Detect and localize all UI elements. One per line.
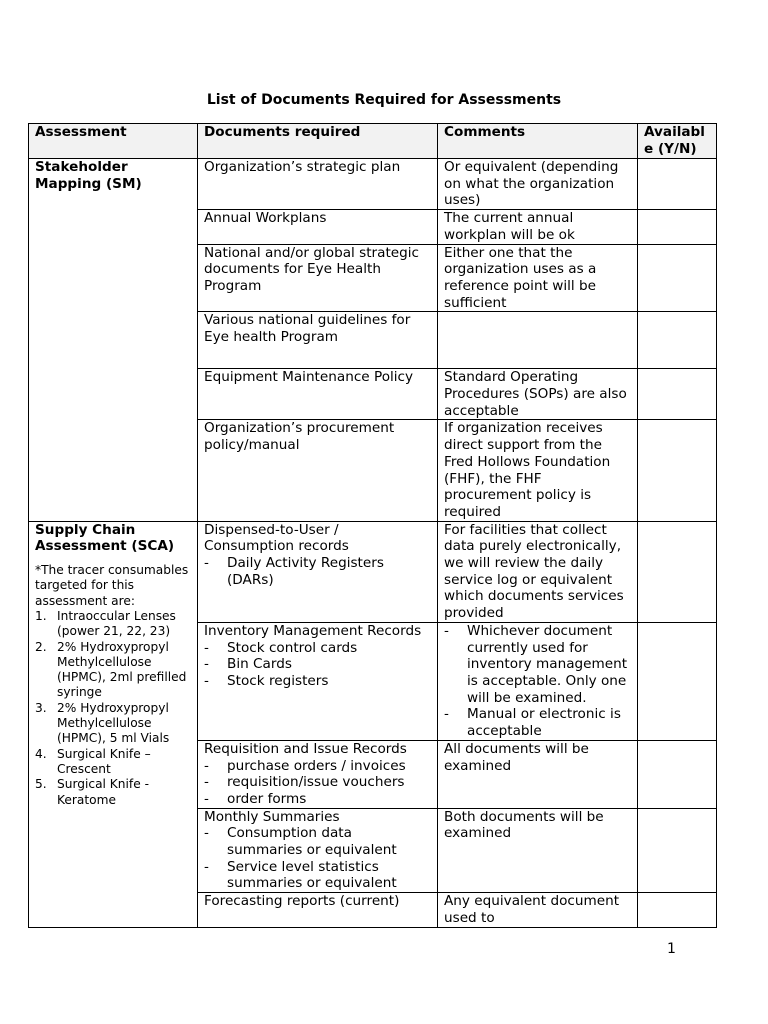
header-documents-required: Documents required [198,124,438,159]
list-item: 4. Surgical Knife – Crescent [35,746,151,776]
header-comments: Comments [438,124,638,159]
documents-table [28,123,717,928]
list-item: - order forms [204,791,431,808]
comment-cell: Any equivalent document used to [438,893,638,927]
assessment-label: Supply Chain Assessment (SCA) [35,521,175,555]
comment-cell [438,312,638,369]
page-number: 1 [667,941,676,957]
list-item: - purchase orders / invoices [204,758,431,775]
available-cell[interactable] [638,740,717,808]
list-item: - Stock registers [204,673,431,690]
available-cell[interactable] [638,893,717,927]
document-subitems [204,640,431,690]
assessment-label: Stakeholder Mapping (SM) [35,159,142,192]
available-cell[interactable] [638,244,717,312]
list-item: - Consumption data summaries or equivalent [204,825,431,858]
tracer-list [35,609,191,808]
tracer-note [35,563,191,808]
comment-cell: Both documents will be examined [438,808,638,893]
document-cell: Forecasting reports (current) [198,893,438,927]
assessment-cell-sca [29,521,198,927]
list-item: 1. Intraoccular Lenses (power 21, 22, 23) [35,608,176,639]
document-heading: Dispensed-to-User / Consumption records [204,521,349,555]
list-item: - requisition/issue vouchers [204,774,431,791]
document-title: List of Documents Required for Assessments [206,92,562,108]
comment-cell [438,622,638,740]
tracer-intro: *The tracer consumables targeted for this assessment are: [35,563,189,608]
document-heading: Requisition and Issue Records [204,740,407,757]
table-row [29,159,717,210]
comment-cell: If organization receives direct support from the Fred Hollows Foundation (FHF), the FHF procurement policy is required [438,420,638,521]
available-cell[interactable] [638,420,717,521]
comment-cell: Standard Operating Procedures (SOPs) are also acceptable [438,369,638,420]
comment-cell: For facilities that collect data purely electronically, we will review the daily service log or equivalent which documents services provided [438,521,638,622]
list-item: - Manual or electronic is acceptable [444,706,631,739]
document-cell: Organization’s strategic plan [198,159,438,210]
document-cell [198,521,438,622]
assessment-cell-sm [29,159,198,522]
available-cell[interactable] [638,369,717,420]
list-item: - Whichever document currently used for inventory management is acceptable. Only one will be examined. [444,623,631,707]
available-cell[interactable] [638,521,717,622]
document-cell: National and/or global strategic documents for Eye Health Program [198,244,438,312]
document-cell [198,808,438,893]
header-available: Availabl e (Y/N) [638,124,717,159]
list-item: 5. Surgical Knife - Keratome [35,777,149,807]
comment-cell: The current annual workplan will be ok [438,210,638,244]
document-subitems [204,758,431,808]
table-row [29,521,717,622]
document-heading: Inventory Management Records [204,622,422,639]
list-item: 3. 2% Hydroxypropyl Methylcellulose (HPMC), 5 ml Vials [35,700,170,746]
document-cell: Equipment Maintenance Policy [198,369,438,420]
document-heading: Monthly Summaries [204,808,340,825]
list-item: - Stock control cards [204,640,431,657]
document-cell: Organization’s procurement policy/manual [198,420,438,521]
comment-cell: Or equivalent (depending on what the organization uses) [438,159,638,210]
available-cell[interactable] [638,210,717,244]
available-cell[interactable] [638,159,717,210]
header-assessment: Assessment [29,124,198,159]
document-cell [198,740,438,808]
table-header-row [29,124,717,159]
available-cell[interactable] [638,622,717,740]
document-cell: Annual Workplans [198,210,438,244]
list-item: - Daily Activity Registers (DARs) [204,555,431,588]
comment-subitems [444,623,631,740]
list-item: - Service level statistics summaries or equivalent [204,859,431,892]
document-subitems [204,555,431,588]
document-cell: Various national guidelines for Eye health Program [198,312,438,369]
comment-cell: Either one that the organization uses as a reference point will be sufficient [438,244,638,312]
list-item: - Bin Cards [204,656,431,673]
list-item: 2. 2% Hydroxypropyl Methylcellulose (HPMC), 2ml prefilled syringe [35,639,187,700]
document-subitems [204,825,431,892]
document-cell [198,622,438,740]
comment-cell: All documents will be examined [438,740,638,808]
available-cell[interactable] [638,312,717,369]
available-cell[interactable] [638,808,717,893]
